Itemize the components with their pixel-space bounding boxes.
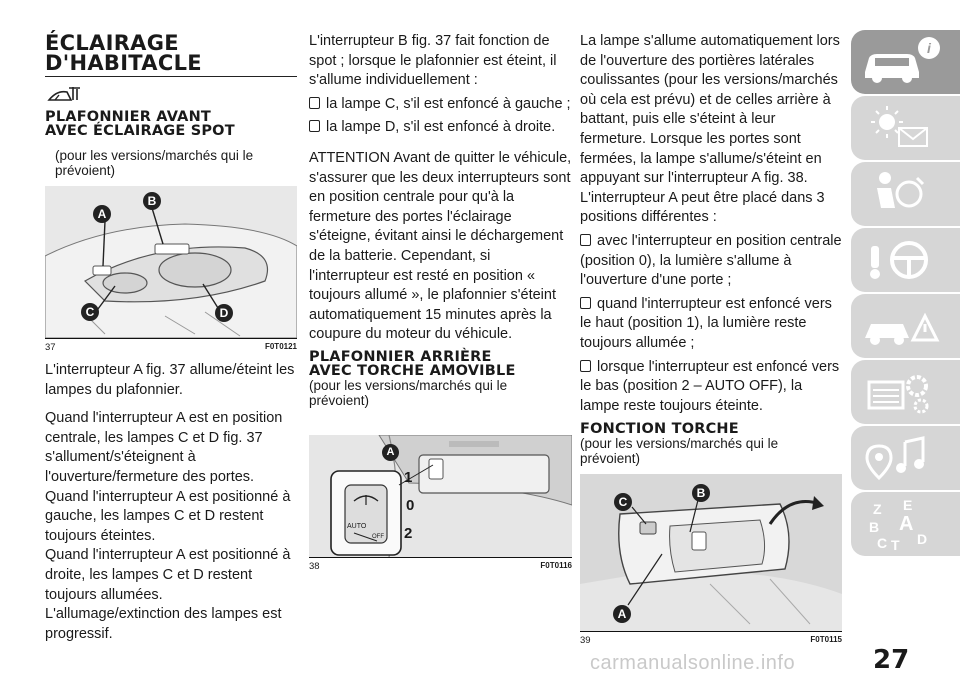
bullet-text: avec l'interrupteur en position centrale (position 0), la lumière s'allume à l'ouverture d'une porte ;: [580, 232, 842, 289]
section-1-title-line-1: PLAFONNIER AVANT: [45, 109, 212, 125]
index-letter: B: [869, 519, 880, 535]
figure-37: [45, 186, 297, 338]
figure-39-code: F0T0115: [810, 635, 842, 645]
figure-37-code: F0T0121: [264, 342, 297, 351]
column-2: [309, 0, 572, 572]
figure-39: [580, 474, 842, 631]
section-2-title-line-2: AVEC TORCHE AMOVIBLE: [309, 362, 516, 379]
column-3: [580, 0, 842, 646]
paragraph: Quand l'interrupteur A est positionné à droite, les lampes C et D restent toujours allumées.: [45, 547, 291, 603]
title-rule: [45, 76, 297, 77]
bullet-item: [309, 95, 572, 115]
tab-starting-driving[interactable]: [851, 228, 960, 292]
bullet-item: [580, 358, 842, 417]
attention-paragraph: ATTENTION Avant de quitter le véhicule, s'assurer que les deux interrupteurs sont en position centrale pour qu'à la fermeture des portes l'éclairage s'éteigne, évitant ainsi le déchargement de la batterie. Cependant, si l'interrupteur est resté en position « toujours allumé », le plafonnier s'éteint automatiquement 15 minutes après la coupure du moteur du véhicule.: [309, 149, 572, 343]
section-3-title: FONCTION TORCHE: [580, 421, 739, 438]
bullet-text: lorsque l'interrupteur est enfoncé vers le bas (position 2 – AUTO OFF), la lampe reste toujours éteinte.: [580, 358, 840, 414]
paragraph: L'interrupteur B fig. 37 fait fonction de spot ; lorsque le plafonnier est éteint, il s'allume individuellement :: [309, 33, 557, 89]
callout-A: A: [382, 444, 399, 461]
callout-A: A: [613, 605, 631, 623]
paragraph: La lampe s'allume automatiquement lors de l'ouverture des portières latérales coulissantes (pour les versions/marchés où cela est prévu) et de celles arrière à battant, puis elle s'éteint à leur fermeture. Lorsque les portes sont fermées, la lampe s'allume/s'éteint en appuyant sur l'interrupteur A fig. 38. L'interrupteur A peut être placé dans 3 positions différentes :: [580, 33, 840, 226]
index-letter: E: [903, 497, 913, 513]
title-line-1: ÉCLAIRAGE: [45, 31, 179, 55]
figure-38-illustration: [309, 435, 572, 557]
section-2-title: [309, 350, 572, 378]
bullet-text: la lampe D, s'il est enfoncé à droite.: [326, 119, 556, 136]
bullet-box-icon: [580, 234, 591, 246]
paragraph: Quand l'interrupteur A est en position centrale, les lampes C et D fig. 37 s'allument/s'éteignent à l'ouverture/fermeture des portes.: [45, 410, 283, 485]
bullet-box-icon: [309, 97, 320, 109]
switch-label-auto: AUTO: [347, 522, 367, 530]
tab-warning-lights[interactable]: [851, 96, 960, 160]
bullet-item: [580, 232, 842, 291]
bullet-box-icon: [309, 120, 320, 132]
figure-38-caption: [309, 557, 572, 572]
callout-B: B: [143, 192, 161, 210]
bullet-box-icon: [580, 360, 591, 372]
steering-starting-icon: [851, 228, 951, 292]
tab-multimedia[interactable]: [851, 426, 960, 490]
tab-safety[interactable]: [851, 162, 960, 226]
section-1-title-line-2: AVEC ÉCLAIRAGE SPOT: [45, 123, 235, 139]
tab-car-info[interactable]: [851, 30, 960, 94]
figure-38: [309, 435, 572, 557]
watermark: carmanualsonline.info: [590, 652, 796, 674]
index-letter: Z: [873, 501, 882, 517]
callout-C: C: [614, 493, 632, 511]
callout-C: C: [81, 303, 99, 321]
position-0-label: 0: [406, 496, 415, 514]
position-1-label: 1: [404, 468, 413, 486]
svg-text:i: i: [927, 40, 931, 56]
callout-D: D: [215, 304, 233, 322]
airbag-safety-icon: [851, 162, 951, 226]
switch-label-off: OFF: [372, 533, 384, 540]
section-2-note: (pour les versions/marchés qui le prévoient): [309, 377, 508, 408]
position-2-label: 2: [404, 524, 413, 542]
index-letter: C: [877, 535, 888, 551]
section-3-note: (pour les versions/marchés qui le prévoient): [580, 436, 779, 467]
bullet-box-icon: [580, 297, 591, 309]
page-number: 27: [873, 645, 910, 675]
bullet-text: quand l'interrupteur est enfoncé vers le haut (position 1), la lumière reste toujours allumée ;: [580, 295, 832, 351]
callout-A: A: [93, 205, 111, 223]
index-icon: [851, 492, 951, 556]
index-letter: D: [917, 531, 928, 547]
figure-38-code: F0T0116: [540, 560, 572, 570]
bullet-item: [309, 118, 572, 138]
page-title: [45, 33, 297, 73]
section-2-title-line-1: PLAFONNIER ARRIÈRE: [309, 348, 492, 365]
figure-37-caption: [45, 338, 297, 353]
car-info-icon: [851, 30, 951, 94]
maintenance-icon: [851, 360, 951, 424]
figure-37-number: 37: [45, 342, 56, 353]
breakdown-icon: [851, 294, 951, 358]
bullet-text: la lampe C, s'il est enfoncé à gauche ;: [326, 95, 571, 112]
index-letter: T: [891, 537, 900, 553]
callout-B: B: [692, 484, 710, 502]
figure-39-number: 39: [580, 635, 591, 647]
bullet-item: [580, 295, 842, 354]
paragraph: L'allumage/extinction des lampes est progressif.: [45, 606, 282, 642]
warning-lights-icon: [851, 96, 951, 160]
section-1-note: (pour les versions/marchés qui le prévoient): [55, 148, 254, 178]
figure-38-number: 38: [309, 560, 320, 572]
tab-emergency[interactable]: [851, 294, 960, 358]
section-1-title: [45, 110, 297, 138]
paragraph: Quand l'interrupteur A est positionné à gauche, les lampes C et D restent toujours éteintes.: [45, 488, 291, 544]
paragraph: L'interrupteur A fig. 37 allume/éteint les lampes du plafonnier.: [45, 362, 295, 398]
figure-39-caption: [580, 631, 842, 646]
interior-light-icon: [47, 84, 297, 104]
tab-maintenance[interactable]: [851, 360, 960, 424]
tab-index[interactable]: [851, 492, 960, 556]
column-1: [45, 0, 297, 644]
index-letter: A: [899, 513, 914, 535]
multimedia-icon: [851, 426, 951, 490]
title-line-2: D'HABITACLE: [45, 51, 202, 75]
